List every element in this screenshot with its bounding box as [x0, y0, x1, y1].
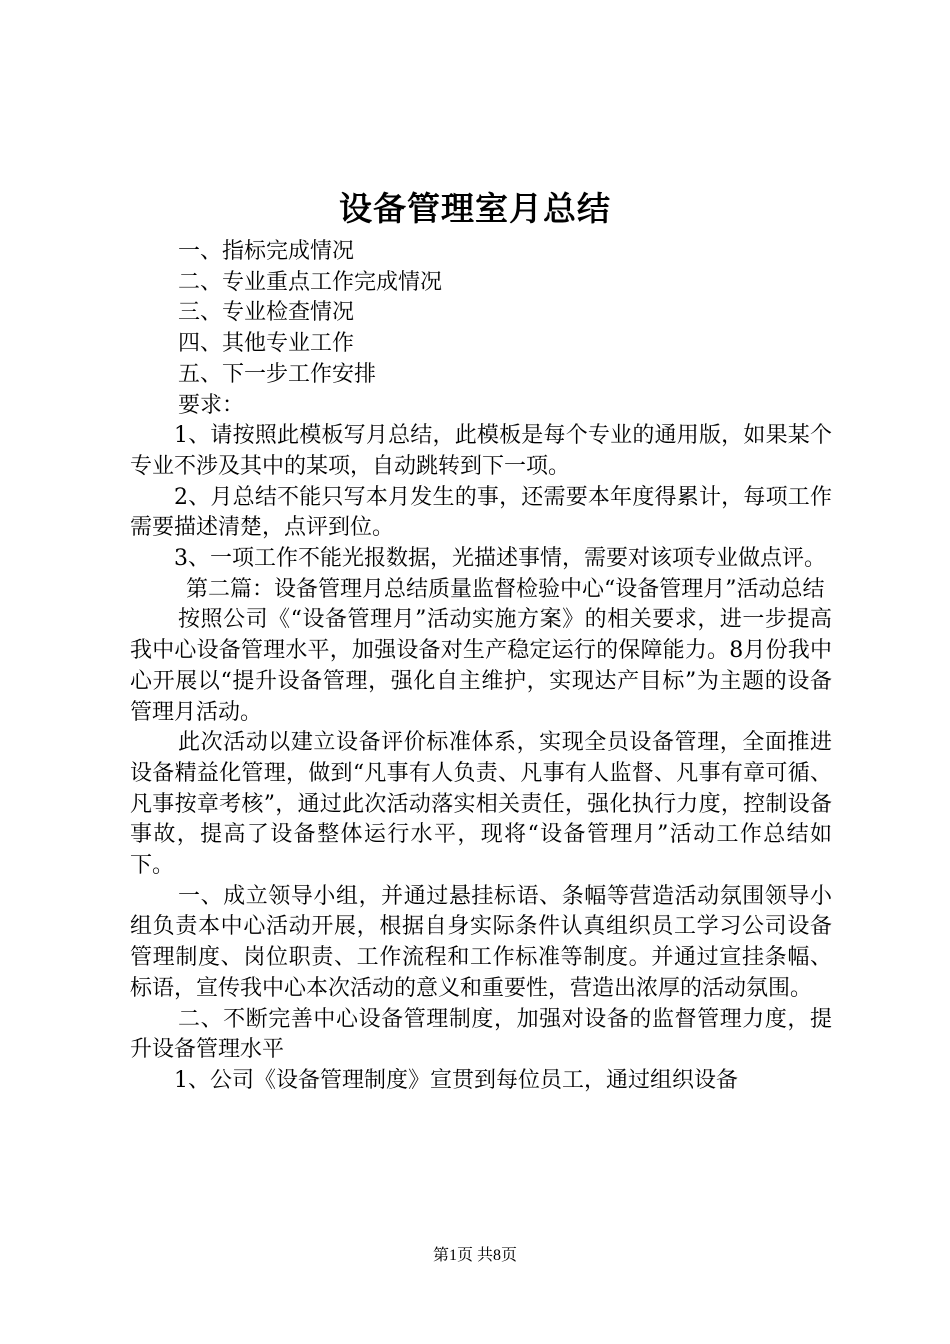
body-paragraph: 二、不断完善中心设备管理制度，加强对设备的监督管理力度，提升设备管理水平 [130, 1006, 832, 1063]
document-title: 设备管理室月总结 [339, 189, 611, 228]
body-paragraph: 一、成立领导小组，并通过悬挂标语、条幅等营造活动氛围领导小组负责本中心活动开展，根据自身实际条件认真组织员工学习公司设备管理制度、岗位职责、工作流程和工作标准等制度。并通过宣挂条幅、标语，宣传我中心本次活动的意义和重要性，营造出浓厚的活动氛围。 [130, 883, 832, 1001]
page-number-footer: 第1页 共8页 [432, 1247, 517, 1264]
outline-item-3: 三、专业检查情况 [178, 300, 355, 326]
outline-item-2: 二、专业重点工作完成情况 [178, 269, 443, 295]
outline-item-1: 一、指标完成情况 [178, 239, 355, 264]
body-paragraph: 1、公司《设备管理制度》宣贯到每位员工，通过组织设备 [174, 1067, 738, 1093]
outline-item-4: 四、其他专业工作 [178, 331, 355, 357]
second-part-heading: 第二篇：设备管理月总结质量监督检验中心“设备管理月”活动总结 [186, 576, 825, 602]
outline-item-5: 五、下一步工作安排 [178, 361, 377, 387]
requirement-2: 2、月总结不能只写本月发生的事，还需要本年度得累计，每项工作需要描述清楚，点评到位。 [130, 484, 832, 541]
requirement-3: 3、一项工作不能光报数据，光描述事情，需要对该项专业做点评。 [174, 546, 826, 572]
body-paragraph: 按照公司《“设备管理月”活动实施方案》的相关要求，进一步提高我中心设备管理水平，加强设备对生产稳定运行的保障能力。8月份我中心开展以“提升设备管理，强化自主维护，实现达产目标”为主题的设备管理月活动。 [130, 607, 832, 725]
body-paragraph: 此次活动以建立设备评价标准体系，实现全员设备管理，全面推进设备精益化管理，做到“凡事有人负责、凡事有人监督、凡事有章可循、凡事按章考核”，通过此次活动落实相关责任，强化执行力度，控制设备事故，提高了设备整体运行水平，现将“设备管理月”活动工作总结如下。 [130, 730, 832, 879]
requirements-heading: 要求： [178, 392, 245, 418]
document-body [130, 237, 832, 1097]
requirement-1: 1、请按照此模板写月总结，此模板是每个专业的通用版，如果某个专业不涉及其中的某项，自动跳转到下一项。 [130, 423, 832, 479]
